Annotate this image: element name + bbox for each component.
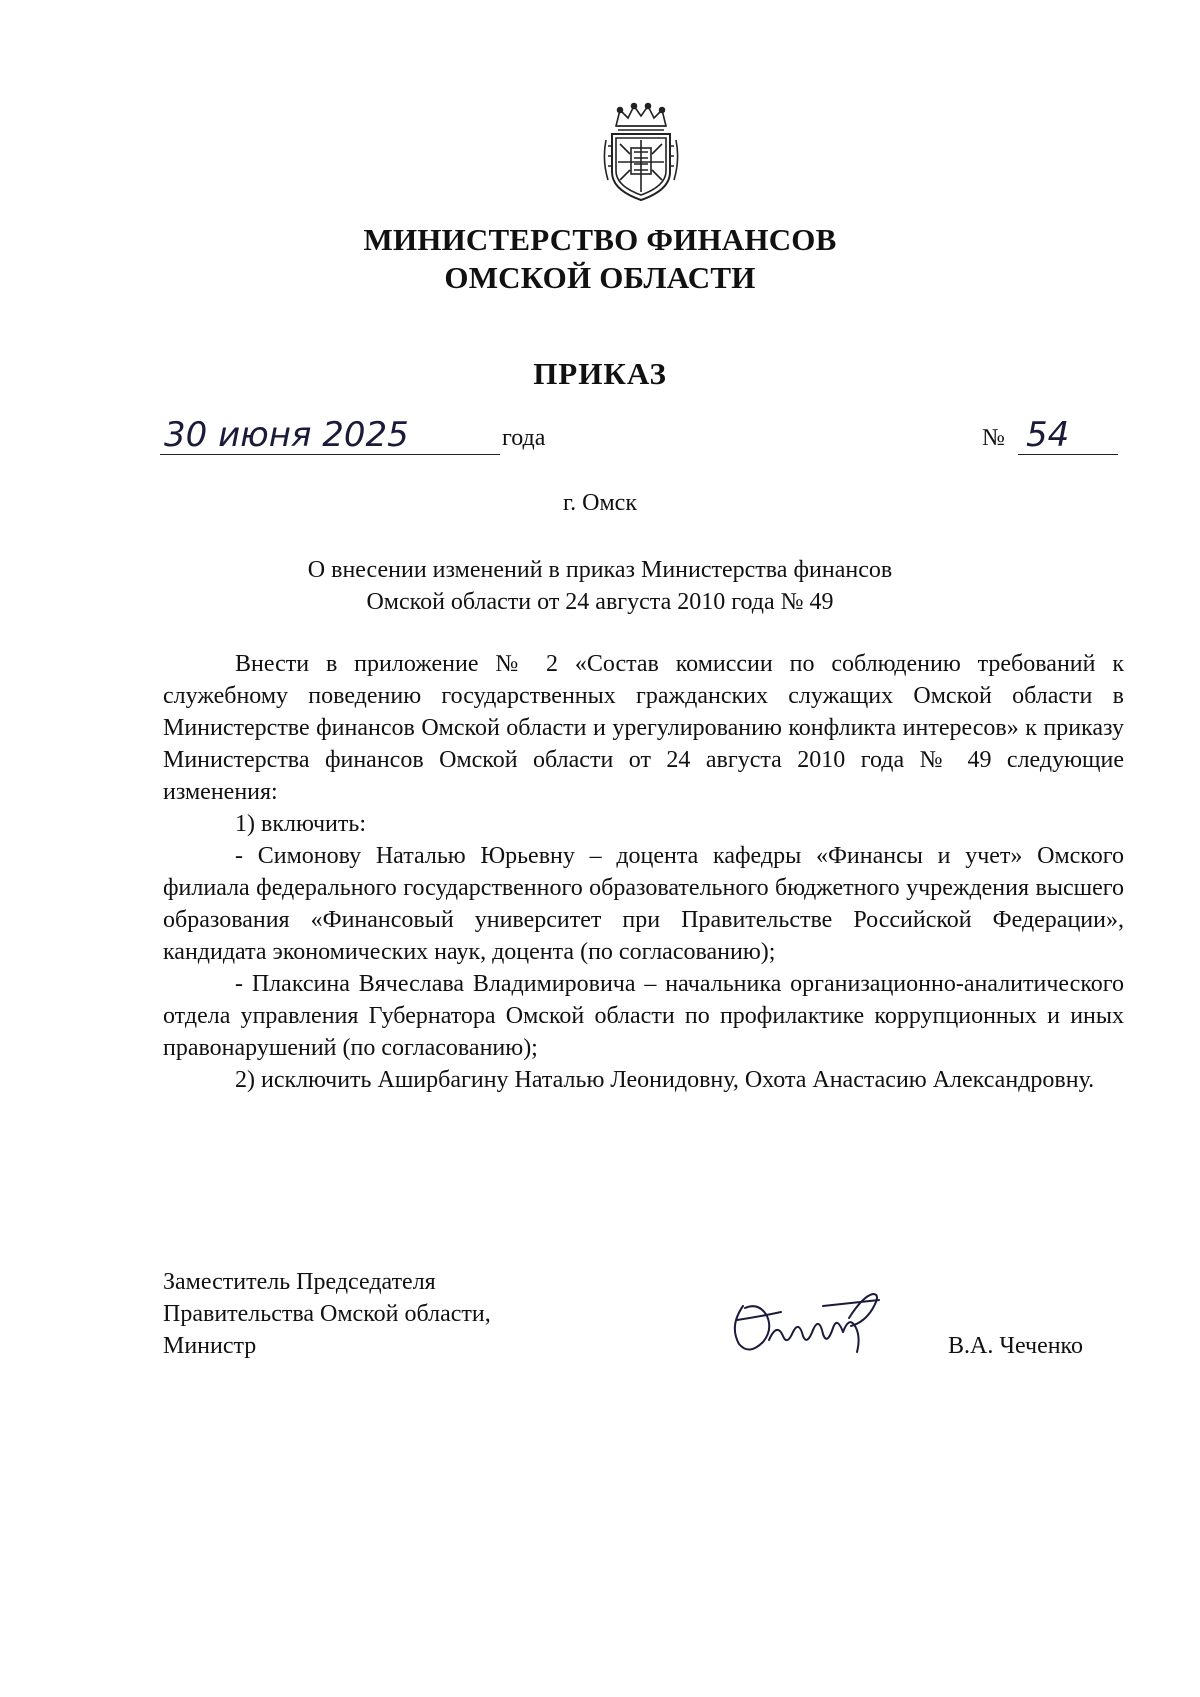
signatory-position	[163, 1266, 491, 1362]
order-body	[163, 648, 1124, 1096]
subject-line1: О внесении изменений в приказ Министерства финансов	[307, 557, 893, 583]
ministry-name-line2: ОМСКОЙ ОБЛАСТИ	[444, 260, 756, 295]
handwritten-signature-icon	[723, 1286, 893, 1362]
coat-of-arms-icon	[598, 100, 684, 204]
date-number-line	[160, 415, 1070, 463]
body-paragraph-include: 1) включить:	[235, 811, 366, 837]
signatory-position-line1: Заместитель Председателя	[163, 1269, 436, 1295]
signatory-position-line3: Министр	[163, 1333, 257, 1359]
number-label: №	[982, 425, 1005, 451]
body-paragraph-exclude: 2) исключить Аширбагину Наталью Леонидовну, Охота Анастасию Александровну.	[235, 1067, 1095, 1093]
date-suffix: года	[502, 425, 546, 451]
handwritten-date: 30 июня 2025	[160, 415, 500, 455]
signatory-position-line2: Правительства Омской области,	[163, 1301, 491, 1327]
body-paragraph-simonova: - Симонову Наталью Юрьевну – доцента кафедры «Финансы и учет» Омского филиала федерального государственного образовательного бюджетного учреждения высшего образования «Финансовый университет при Правительстве Российской Федерации», кандидата экономических наук, доцента (по согласованию);	[163, 843, 1124, 965]
city: г. Омск	[563, 490, 637, 516]
ministry-name-line1: МИНИСТЕРСТВО ФИНАНСОВ	[363, 222, 837, 257]
handwritten-number: 54	[1018, 415, 1118, 455]
signatory-name: В.А. Чеченко	[948, 1333, 1083, 1359]
body-paragraph-plaksin: - Плаксина Вячеслава Владимировича – начальника организационно-аналитического отдела управления Губернатора Омской области по профилактике коррупционных и иных правонарушений (по согласованию);	[163, 971, 1124, 1061]
body-paragraph-intro: Внести в приложение № 2 «Состав комиссии по соблюдению требований к служебному поведению государственных гражданских служащих Омской области в Министерстве финансов Омской области и урегулированию конфликта интересов» к приказу Министерства финансов Омской области от 24 августа 2010 года № 49 следующие изменения:	[163, 651, 1124, 805]
order-title: ПРИКАЗ	[533, 356, 667, 391]
signature-block	[163, 1266, 1124, 1376]
subject-line2: Омской области от 24 августа 2010 года № 49	[366, 589, 834, 615]
